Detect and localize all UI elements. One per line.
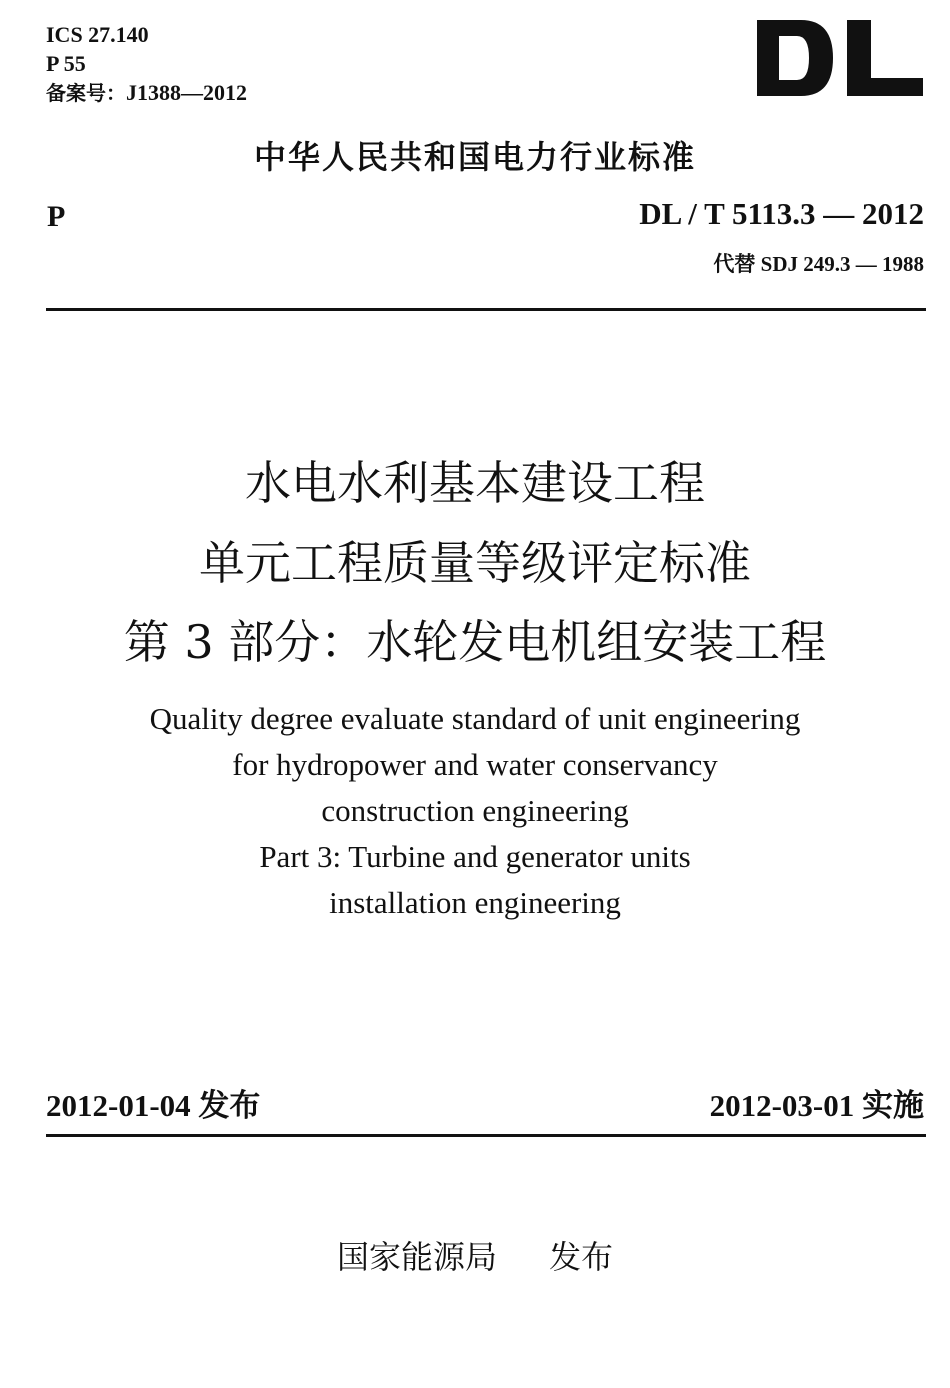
- title-en-line-1: Quality degree evaluate standard of unit engineering: [149, 701, 801, 736]
- standard-number: DL / T 5113.3 — 2012: [639, 196, 924, 231]
- issuer-name: 国家能源局: [336, 1238, 497, 1276]
- publish-date: [46, 1080, 260, 1125]
- p-code: P 55: [46, 51, 86, 76]
- implement-date: [710, 1080, 924, 1125]
- title-en-line-2: for hydropower and water conservancy: [232, 747, 718, 782]
- replace-label: 代替: [713, 252, 756, 276]
- title-zh-line-3: 第 3 部分：水轮发电机组安装工程: [123, 615, 827, 669]
- issuer: [0, 1232, 950, 1278]
- replaced-standard: [713, 248, 924, 278]
- classification-codes: [46, 20, 247, 108]
- dl-logo: [755, 18, 925, 98]
- record-value: J1388—2012: [126, 80, 247, 105]
- publish-date-value: 2012-01-04: [46, 1088, 191, 1123]
- title-en-line-5: installation engineering: [329, 885, 621, 920]
- category-letter: P: [47, 200, 66, 233]
- issuer-action: 发布: [549, 1238, 614, 1276]
- title-en-line-4: Part 3: Turbine and generator units: [259, 839, 691, 874]
- publish-label: 发布: [198, 1088, 261, 1124]
- implement-date-value: 2012-03-01: [709, 1088, 855, 1123]
- record-number: [46, 78, 247, 108]
- replace-value: SDJ 249.3 — 1988: [760, 252, 924, 276]
- footer-divider: [46, 1134, 926, 1137]
- ics-code: ICS 27.140: [46, 22, 149, 47]
- title-en-line-3: construction engineering: [321, 793, 629, 828]
- implement-label: 实施: [862, 1088, 924, 1124]
- title-zh-line-1: 水电水利基本建设工程: [245, 456, 705, 510]
- title-zh-line-2: 单元工程质量等级评定标准: [199, 536, 751, 590]
- record-label: 备案号：: [46, 81, 126, 105]
- industry-standard-title: 中华人民共和国电力行业标准: [253, 138, 696, 176]
- header-divider: [46, 308, 926, 311]
